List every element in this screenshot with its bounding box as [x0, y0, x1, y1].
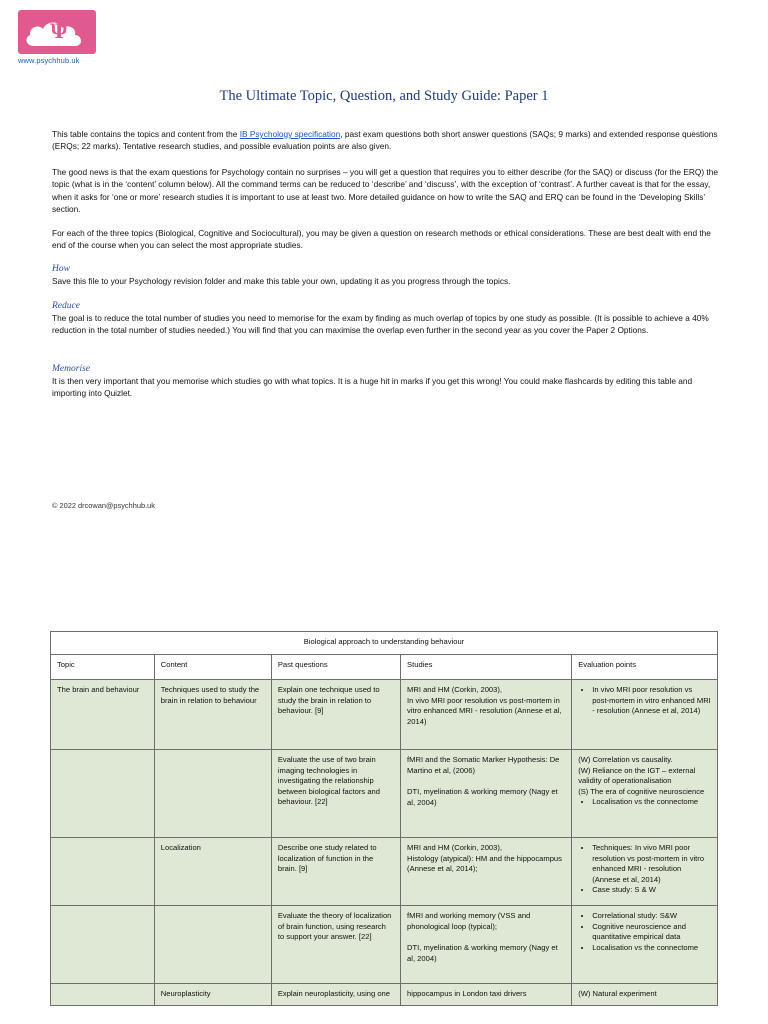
- cell-past-question: Explain neuroplasticity, using one: [271, 984, 400, 1006]
- evaluation-bullet: • Localisation vs the connectome: [592, 797, 711, 808]
- cell-topic: The brain and behaviour: [51, 680, 155, 750]
- cell-topic: [51, 838, 155, 906]
- study-line: fMRI and working memory (VSS and phonological loop (typical);: [407, 911, 531, 931]
- cell-past-question: Evaluate the theory of localization of brain function, using research to support your answer. [22]: [271, 906, 400, 984]
- cell-past-question: Describe one study related to localization of function in the brain. [9]: [271, 838, 400, 906]
- header-past-questions: Past questions: [271, 655, 400, 680]
- cell-topic: [51, 984, 155, 1006]
- evaluation-bullet: • Case study: S & W: [592, 885, 711, 896]
- section-memorise: [52, 363, 720, 400]
- table-row: [51, 906, 718, 984]
- section-text: It is then very important that you memorise which studies go with what topics. It is a huge hit in marks if you get this wrong! You could make flashcards by editing this table and importing into Quizlet.: [52, 376, 693, 399]
- cell-evaluation: [572, 906, 718, 984]
- evaluation-line: (W) Reliance on the IGT – external validity of operationalisation: [578, 765, 696, 786]
- cell-evaluation: [572, 680, 718, 750]
- table-row: [51, 750, 718, 838]
- page-title: The Ultimate Topic, Question, and Study Guide: Paper 1: [219, 88, 549, 104]
- cell-evaluation: [572, 750, 718, 838]
- table-row: [51, 984, 718, 1006]
- intro-paragraph-3: [52, 227, 720, 252]
- cell-content: Localization: [154, 838, 271, 906]
- evaluation-line: (W) Correlation vs causality.: [578, 755, 673, 764]
- evaluation-line: (W) Natural experiment: [578, 989, 657, 998]
- evaluation-bullet: • Correlational study: S&W: [592, 911, 711, 922]
- cell-studies: [401, 680, 572, 750]
- table-caption: Biological approach to understanding behaviour: [51, 632, 718, 655]
- intro-text-2: The good news is that the exam questions for Psychology contain no surprises – you will get a question that requires you to either describe (for the SAQ) or discuss (for the ERQ) the topic (what is in the ‘content’ column below). All the command terms can be reduced to ‘describe’ and ‘discuss’, with the exception of ‘contrast’. A further caveat is that for the essay, when it asks for ‘one or more’ research studies it is important to use at least two. More detailed guidance on how to write the SAQ and ERQ can be found in the ‘Developing Skills’ section.: [52, 167, 718, 215]
- table-row: [51, 838, 718, 906]
- copyright-notice: © 2022 drcowan@psychhub.uk: [52, 501, 155, 510]
- ib-specification-link[interactable]: IB Psychology specification: [239, 129, 341, 139]
- intro-paragraph-1: [52, 128, 720, 153]
- section-heading: How: [52, 264, 70, 274]
- section-how: [52, 263, 720, 287]
- cell-content: Neuroplasticity: [154, 984, 271, 1006]
- evaluation-line: (S) The era of cognitive neuroscience: [578, 786, 705, 796]
- logo-url: www.psychhub.uk: [18, 56, 80, 65]
- evaluation-bullet: • Techniques: In vivo MRI poor resolution vs post-mortem in vitro enhanced MRI - resolution (Annese et al, 2014): [592, 843, 711, 885]
- study-line: MRI and HM (Corkin, 2003),: [407, 843, 502, 852]
- cell-content: [154, 906, 271, 984]
- psi-symbol: Ψ: [50, 19, 69, 43]
- header-evaluation-points: Evaluation points: [572, 655, 718, 680]
- logo-badge: [18, 10, 96, 54]
- header-studies: Studies: [401, 655, 572, 680]
- section-heading: Reduce: [52, 301, 80, 311]
- intro-text-3: For each of the three topics (Biological, Cognitive and Sociocultural), you may be given a question on research methods or ethical considerations. These are best dealt with end the end of the course when you can select the most appropriate studies.: [52, 228, 711, 251]
- cell-past-question: Evaluate the use of two brain imaging technologies in investigating the relationship between biological factors and behaviour. [22]: [271, 750, 400, 838]
- cell-evaluation: [572, 984, 718, 1006]
- cell-content: [154, 750, 271, 838]
- cell-content: Techniques used to study the brain in relation to behaviour: [154, 680, 271, 750]
- psychhub-logo: [18, 10, 98, 65]
- cell-studies: [401, 906, 572, 984]
- study-line: fMRI and the Somatic Marker Hypothesis: De Martino et al, (2006): [407, 755, 560, 775]
- cell-evaluation: [572, 838, 718, 906]
- header-content: Content: [154, 655, 271, 680]
- intro-paragraph-2: [52, 166, 720, 216]
- cell-studies: [401, 984, 572, 1006]
- evaluation-bullet: • Localisation vs the connectome: [592, 943, 711, 954]
- section-reduce: [52, 300, 720, 337]
- section-text: The goal is to reduce the total number of studies you need to memorise for the exam by finding as much overlap of topics by one study as possible. (It is possible to achieve a 40% reduction in the total number of studies needed.) You will find that you can maximise the overlap even further in the second year as you cover the Paper 2 Options.: [52, 313, 709, 336]
- study-line: DTI, myelination & working memory (Nagy et al, 2004): [407, 943, 558, 963]
- study-line: Histology (atypical): HM and the hippocampus (Annese et al, 2014);: [407, 853, 562, 874]
- section-text: Save this file to your Psychology revision folder and make this table your own, updating it as you progress through the topics.: [52, 276, 511, 286]
- evaluation-bullet: • In vivo MRI poor resolution vs post-mortem in vitro enhanced MRI - resolution (Annese et al, 2014): [592, 685, 711, 717]
- study-line: DTI, myelination & working memory (Nagy et al, 2004): [407, 787, 558, 807]
- cell-topic: [51, 750, 155, 838]
- evaluation-bullet: • Cognitive neuroscience and quantitative empirical data: [592, 922, 711, 943]
- intro-text-after: , past exam questions both short answer questions (SAQs; 9 marks) and extended response questions (ERQs; 22 marks). Tentative research studies, and possible evaluation points are also given.: [52, 129, 718, 152]
- cell-topic: [51, 906, 155, 984]
- study-line: MRI and HM (Corkin, 2003),: [407, 685, 502, 694]
- study-line: hippocampus in London taxi drivers: [407, 989, 527, 998]
- study-guide-table: [50, 631, 718, 1006]
- section-heading: Memorise: [52, 364, 90, 374]
- header-topic: Topic: [51, 655, 155, 680]
- intro-text: This table contains the topics and content from the: [52, 129, 240, 139]
- table-row: [51, 680, 718, 750]
- cell-past-question: Explain one technique used to study the brain in relation to behaviour. [9]: [271, 680, 400, 750]
- study-line: In vivo MRI poor resolution vs post-mortem in vitro enhanced MRI - resolution (Annese et al, 2014): [407, 695, 562, 726]
- cell-studies: [401, 750, 572, 838]
- cell-studies: [401, 838, 572, 906]
- table-header-row: [51, 655, 718, 680]
